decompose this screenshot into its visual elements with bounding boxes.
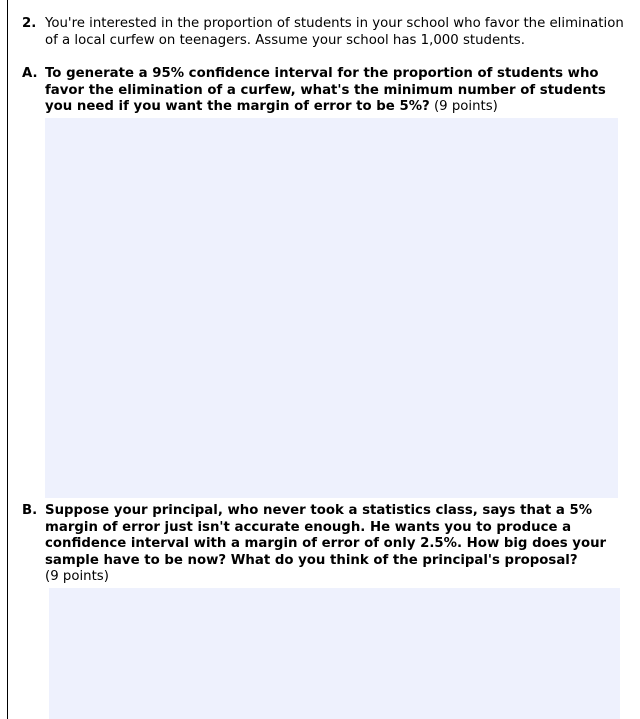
part-a — [22, 66, 637, 116]
left-margin-rule — [7, 0, 8, 719]
part-b-answer-box[interactable] — [49, 588, 620, 719]
question-number: 2. — [22, 16, 37, 31]
part-b-points: (9 points) — [45, 569, 109, 585]
part-b-text — [45, 503, 637, 586]
part-a-answer-box[interactable] — [45, 118, 618, 498]
part-a-text — [45, 66, 637, 116]
part-b-prompt: Suppose your principal, who never took a statistics class, says that a 5% margin of error just isn't accurate enough. He wants you to produce a confidence interval with a margin of error of only 2.5%. How big does your sample have to be now? What do you think of the principal's proposal? — [45, 503, 607, 568]
question-2 — [22, 16, 637, 49]
part-a-label: A. — [22, 66, 38, 81]
part-b — [22, 503, 637, 586]
part-a-points: (9 points) — [433, 99, 498, 115]
question-text: You're interested in the proportion of students in your school who favor the elimination of a local curfew on teenagers. Assume your school has 1,000 students. — [45, 16, 624, 48]
part-b-label: B. — [22, 503, 38, 518]
part-a-prompt: To generate a 95% confidence interval for the proportion of students who favor the elimination of a curfew, what's the minimum number of students you need if you want the margin of error to be 5%? — [45, 66, 606, 115]
